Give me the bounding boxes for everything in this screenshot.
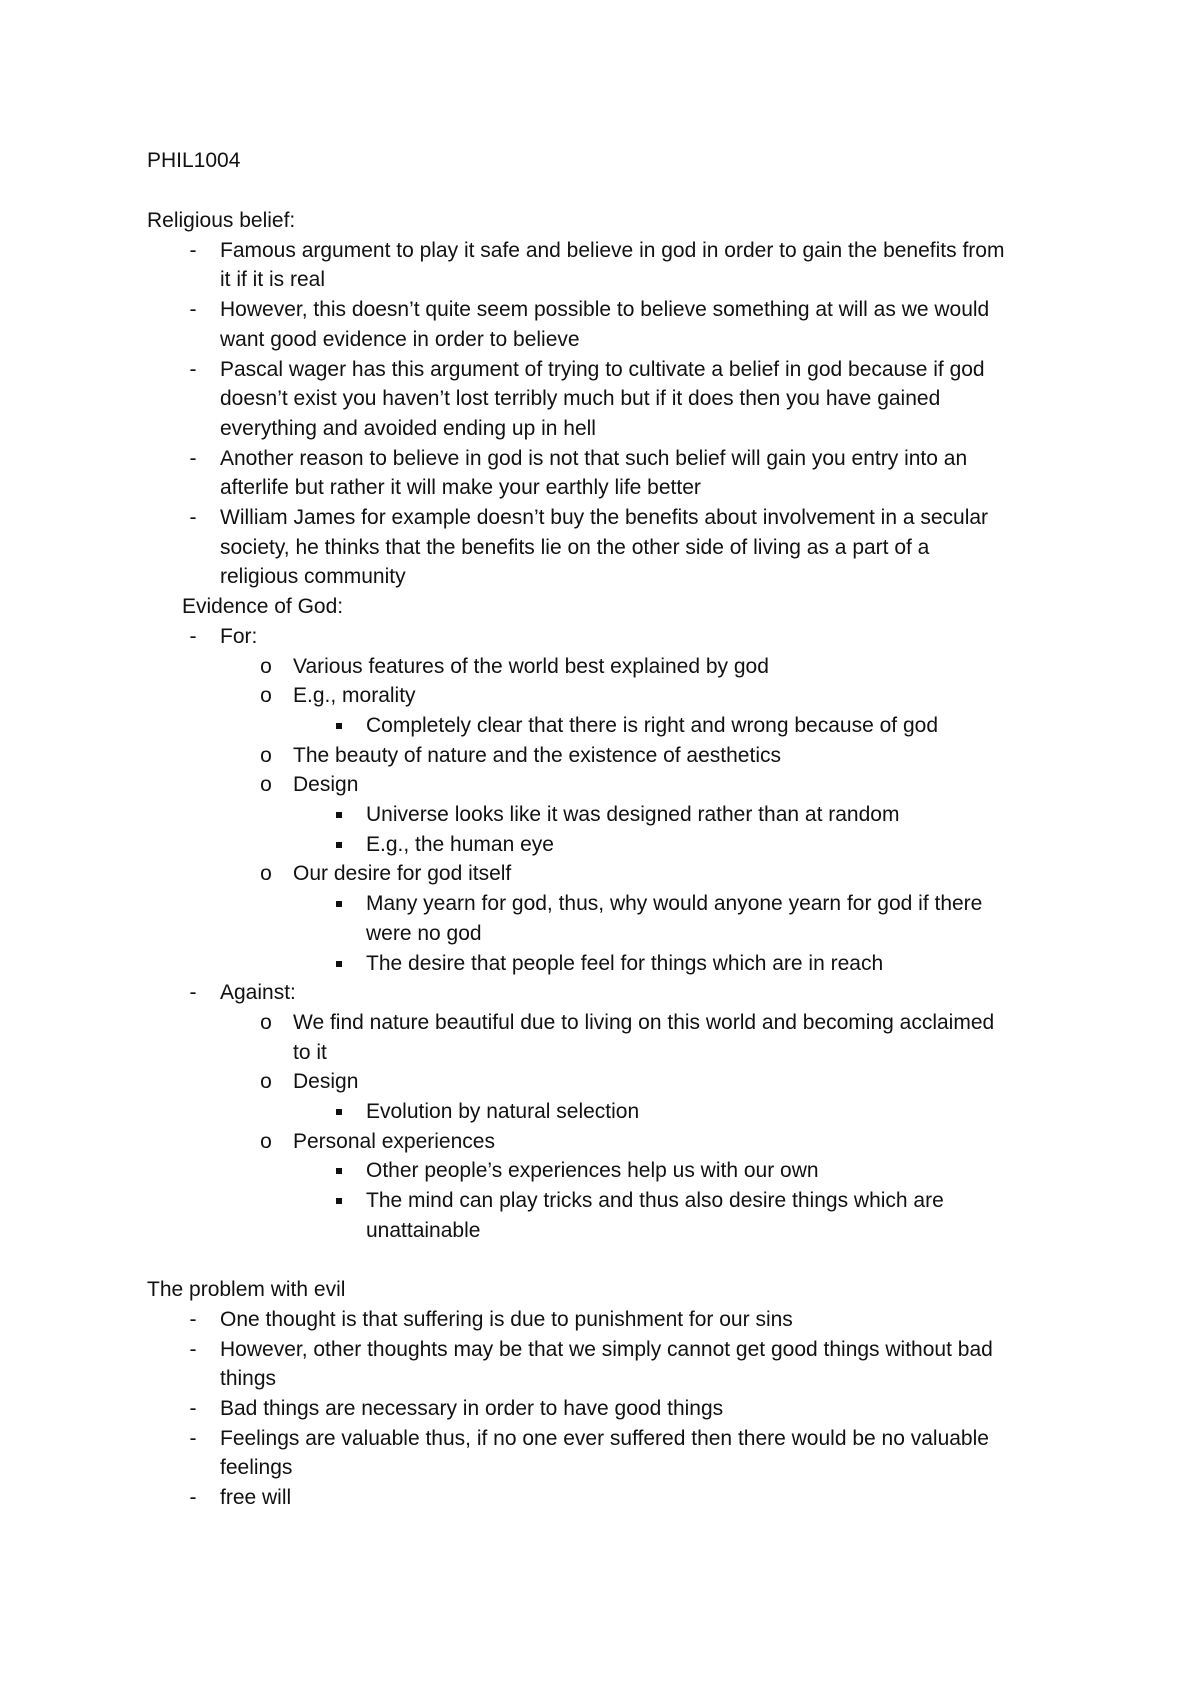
list-item: However, other thoughts may be that we simply cannot get good things without bad bbox=[220, 1337, 993, 1361]
list-item: Pascal wager has this argument of trying to cultivate a belief in god because if god bbox=[220, 357, 985, 381]
circle-bullet-icon: o bbox=[260, 862, 272, 886]
list-item: everything and avoided ending up in hell bbox=[220, 416, 596, 440]
dash-bullet-icon: - bbox=[189, 238, 197, 262]
circle-bullet-icon: o bbox=[260, 743, 272, 767]
list-item: Bad things are necessary in order to have good things bbox=[220, 1397, 724, 1420]
group-label: For: bbox=[220, 624, 258, 648]
list-item: society, he thinks that the benefits lie on the other side of living as a part of a bbox=[220, 535, 930, 559]
square-bullet-icon bbox=[336, 723, 342, 729]
list-item: Our desire for god itself bbox=[293, 862, 512, 886]
list-item: The mind can play tricks and thus also desire things which are bbox=[366, 1189, 944, 1213]
square-bullet-icon bbox=[336, 842, 342, 848]
list-item: Many yearn for god, thus, why would anyone yearn for god if there bbox=[366, 892, 983, 916]
course-code: PHIL1004 bbox=[147, 149, 241, 172]
list-item: We find nature beautiful due to living on this world and becoming acclaimed bbox=[293, 1010, 995, 1034]
group-label: Against: bbox=[220, 981, 296, 1005]
list-item: Feelings are valuable thus, if no one ever suffered then there would be no valuable bbox=[220, 1426, 989, 1450]
dash-bullet-icon: - bbox=[189, 446, 197, 470]
list-item: Other people’s experiences help us with our own bbox=[366, 1159, 819, 1183]
dash-bullet-icon: - bbox=[189, 298, 197, 322]
list-item: it if it is real bbox=[220, 268, 326, 292]
list-item: free will bbox=[220, 1486, 292, 1510]
list-item: things bbox=[220, 1367, 277, 1391]
square-bullet-icon bbox=[336, 812, 342, 818]
list-item: E.g., the human eye bbox=[366, 832, 554, 856]
square-bullet-icon bbox=[336, 961, 342, 967]
list-item: Universe looks like it was designed rather than at random bbox=[366, 803, 900, 826]
circle-bullet-icon: o bbox=[260, 684, 272, 708]
list-item: The beauty of nature and the existence of aesthetics bbox=[293, 743, 781, 767]
list-item: Completely clear that there is right and wrong because of god bbox=[366, 713, 938, 737]
list-item: William James for example doesn’t buy the benefits about involvement in a secular bbox=[220, 506, 989, 529]
list-item: Personal experiences bbox=[293, 1129, 495, 1153]
dash-bullet-icon: - bbox=[189, 981, 197, 1005]
dash-bullet-icon: - bbox=[189, 1426, 197, 1450]
circle-bullet-icon: o bbox=[260, 1010, 272, 1034]
circle-bullet-icon: o bbox=[260, 1070, 272, 1094]
list-item: One thought is that suffering is due to punishment for our sins bbox=[220, 1307, 793, 1331]
list-item: religious community bbox=[220, 565, 406, 589]
list-item: Design bbox=[293, 773, 359, 797]
dash-bullet-icon: - bbox=[189, 1486, 197, 1510]
list-item: feelings bbox=[220, 1456, 293, 1480]
dash-bullet-icon: - bbox=[189, 357, 197, 381]
list-item: Evolution by natural selection bbox=[366, 1100, 640, 1123]
circle-bullet-icon: o bbox=[260, 773, 272, 797]
list-item: Famous argument to play it safe and believe in god in order to gain the benefits from bbox=[220, 238, 1005, 262]
dash-bullet-icon: - bbox=[189, 506, 197, 529]
list-item: The desire that people feel for things which are in reach bbox=[366, 951, 884, 975]
list-item: doesn’t exist you haven’t lost terribly much but if it does then you have gained bbox=[220, 387, 941, 411]
list-item: to it bbox=[293, 1040, 327, 1064]
list-item: Another reason to believe in god is not that such belief will gain you entry into an bbox=[220, 446, 968, 470]
section-heading: Religious belief: bbox=[147, 209, 296, 232]
dash-bullet-icon: - bbox=[189, 624, 197, 648]
circle-bullet-icon: o bbox=[260, 1129, 272, 1153]
circle-bullet-icon: o bbox=[260, 654, 272, 678]
square-bullet-icon bbox=[336, 1168, 342, 1174]
list-item: However, this doesn’t quite seem possible to believe something at will as we would bbox=[220, 298, 990, 322]
square-bullet-icon bbox=[336, 901, 342, 907]
square-bullet-icon bbox=[336, 1109, 342, 1115]
square-bullet-icon bbox=[336, 1198, 342, 1204]
section-heading: The problem with evil bbox=[147, 1278, 346, 1302]
list-item: Design bbox=[293, 1070, 359, 1094]
list-item: were no god bbox=[366, 921, 482, 945]
list-item: E.g., morality bbox=[293, 684, 416, 708]
dash-bullet-icon: - bbox=[189, 1337, 197, 1361]
list-item: afterlife but rather it will make your earthly life better bbox=[220, 476, 701, 500]
dash-bullet-icon: - bbox=[189, 1397, 197, 1420]
list-item: unattainable bbox=[366, 1218, 481, 1242]
list-item: want good evidence in order to believe bbox=[220, 327, 580, 351]
dash-bullet-icon: - bbox=[189, 1307, 197, 1331]
section-heading: Evidence of God: bbox=[182, 595, 344, 619]
list-item: Various features of the world best explained by god bbox=[293, 654, 769, 678]
